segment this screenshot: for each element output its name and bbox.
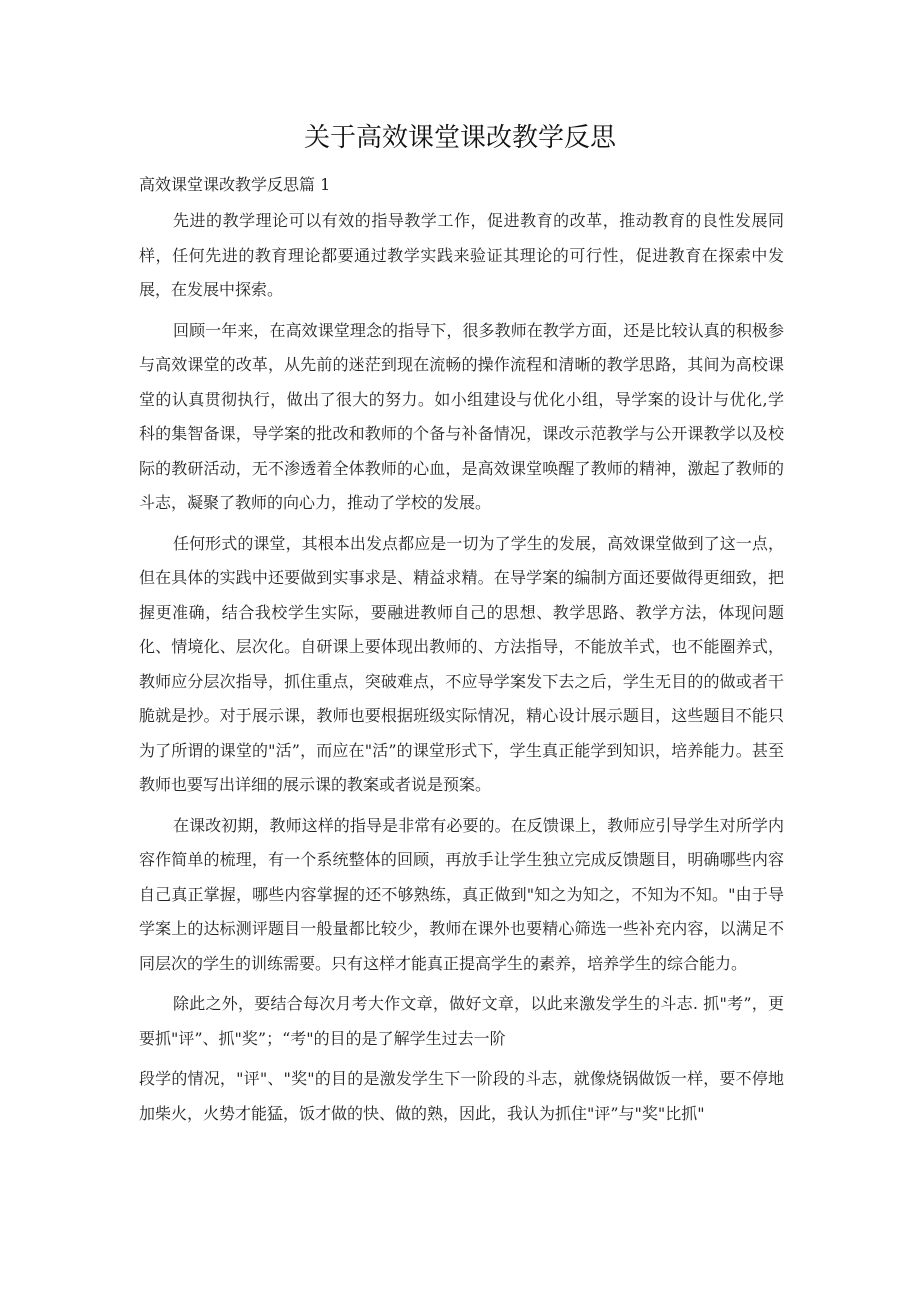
paragraph-1: 先进的教学理论可以有效的指导教学工作，促进教育的改革，推动教育的良性发展同样，任何先进的教育理论都要通过教学实践来验证其理论的可行性，促进教育在探索中发展，在发展中探索。: [139, 211, 784, 299]
paragraph-6: 段学的情况，"评"、"奖"的目的是激发学生下一阶段的斗志，就像烧锅做饭一样，要不停地加柴火，火势才能猛，饭才做的快、做的熟，因此，我认为抓住"评”与"奖"比抓": [139, 1069, 784, 1123]
document-title: 关于高效课堂课改教学反思: [303, 123, 616, 153]
section-heading: 高效课堂课改教学反思篇 1: [139, 175, 331, 194]
paragraph-2: 回顾一年来，在高效课堂理念的指导下，很多教师在教学方面，还是比较认真的积极参与高效课堂的改革，从先前的迷茫到现在流畅的操作流程和清晰的教学思路，其间为高校课堂的认真贯彻执行，做出了很大的努力。如小组建设与优化小组，导学案的设计与优化,学科的集智备课，导学案的批改和教师的个备与补备情况，课改示范教学与公开课教学以及校际的教研活动，无不渗透着全体教师的心血，是高效课堂唤醒了教师的精神，激起了教师的斗志，凝聚了教师的向心力，推动了学校的发展。: [139, 320, 784, 512]
paragraph-4: 在课改初期，教师这样的指导是非常有必要的。在反馈课上，教师应引导学生对所学内容作简单的梳理，有一个系统整体的回顾，再放手让学生独立完成反馈题目，明确哪些内容自己真正掌握，哪些内容掌握的还不够熟练，真正做到"知之为知之，不知为不知。"由于导学案上的达标测评题目一般量都比较少，教师在课外也要精心筛选一些补充内容，以满足不同层次的学生的训练需要。只有这样才能真正提高学生的素养，培养学生的综合能力。: [139, 815, 784, 973]
paragraph-3: 任何形式的课堂，其根本出发点都应是一切为了学生的发展，高效课堂做到了这一点，但在具体的实践中还要做到实事求是、精益求精。在导学案的编制方面还要做得更细致，把握更准确，结合我校学生实际，要融进教师自己的思想、教学思路、教学方法，体现问题化、情境化、层次化。自研课上要体现出教师的、方法指导，不能放羊式，也不能圈养式，教师应分层次指导，抓住重点，突破难点，不应导学案发下去之后，学生无目的的做或者干脆就是抄。对于展示课，教师也要根据班级实际情况，精心设计展示题目，这些题目不能只为了所谓的课堂的"活”，而应在"活”的课堂形式下，学生真正能学到知识，培养能力。甚至教师也要写出详细的展示课的教案或者说是预案。: [139, 533, 784, 794]
paragraph-5: 除此之外，要结合每次月考大作文章，做好文章，以此来激发学生的斗志. 抓"考”，更要抓"评”、抓"奖”；“考"的目的是了解学生过去一阶: [139, 994, 784, 1048]
document-body: [139, 204, 784, 1137]
